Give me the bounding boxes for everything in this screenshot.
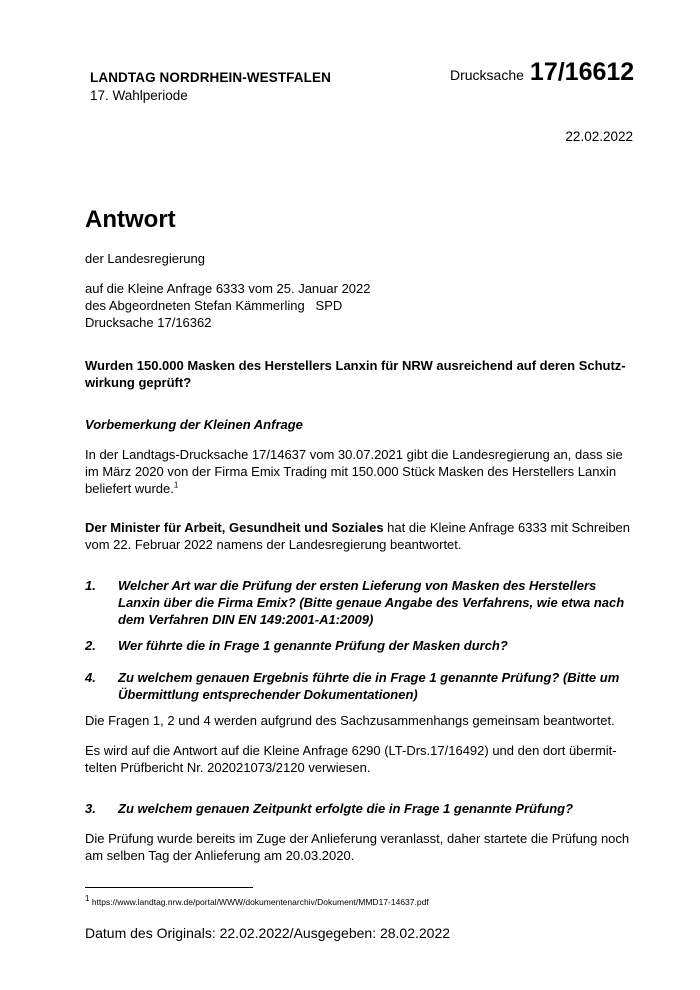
footnote-number: 1 — [85, 894, 90, 904]
preliminary-paragraph: In der Landtags-Drucksache 17/14637 vom 30.07.2021 gibt die Landesregierung an, dass sie im März 2020 von der Firma Emix Trading mit 150.000 Stück Masken des Herstellers Lanxin beliefert wurde. — [85, 447, 623, 496]
intro-line-2: des Abgeordneten Stefan Kämmerling SPD — [85, 298, 343, 313]
minister-name: Der Minister für Arbeit, Gesundheit und Soziales — [85, 520, 384, 535]
intro-line-3: Drucksache 17/16362 — [85, 315, 212, 330]
footnote-link[interactable]: https://www.landtag.nrw.de/portal/WWW/dokumentenarchiv/Dokument/MMD17-14637.pdf — [91, 897, 429, 907]
footnote-divider — [85, 887, 253, 888]
intro-from: der Landesregierung — [85, 251, 205, 266]
question-2 — [85, 637, 633, 654]
drucksache-label: Drucksache — [450, 67, 524, 83]
question-number: 2. — [85, 638, 96, 653]
document-date: 22.02.2022 — [565, 129, 633, 144]
organization-name: LANDTAG NORDRHEIN-WESTFALEN — [90, 70, 331, 85]
drucksache-block — [450, 58, 634, 87]
original-date-line: Datum des Originals: 22.02.2022/Ausgegeben: 28.02.2022 — [85, 925, 451, 941]
preliminary-heading: Vorbemerkung der Kleinen Anfrage — [85, 417, 303, 432]
minister-text: hat die Kleine Anfrage 6333 mit Schreiben vom 22. Februar 2022 namens der Landesregierung beantwortet. — [85, 520, 631, 552]
question-text: Zu welchem genauen Ergebnis führte die in Frage 1 genannte Prüfung? (Bitte um Übermittlung entsprechender Dokumentationen) — [118, 670, 620, 702]
question-1 — [85, 577, 633, 628]
intro-reference — [85, 280, 633, 331]
question-number: 1. — [85, 578, 96, 593]
question-number: 3. — [85, 801, 96, 816]
document-header — [90, 69, 331, 104]
question-number: 4. — [85, 670, 96, 685]
page-title: Antwort — [85, 206, 176, 233]
preliminary-text — [85, 446, 633, 497]
subject-heading: Wurden 150.000 Masken des Herstellers Lanxin für NRW ausreichend auf deren Schutz-wirkung geprüft? — [85, 358, 626, 390]
answer-paragraph-2: Es wird auf die Antwort auf die Kleine Anfrage 6290 (LT-Drs.17/16492) und den dort übermit-telten Prüfbericht Nr. 202021073/2120 verwiesen. — [85, 743, 617, 775]
drucksache-number: 17/16612 — [529, 58, 635, 86]
question-3 — [85, 800, 633, 817]
question-4 — [85, 669, 633, 703]
legislative-period: 17. Wahlperiode — [90, 88, 188, 103]
minister-statement — [85, 519, 633, 553]
question-text: Zu welchem genauen Zeitpunkt erfolgte die in Frage 1 genannte Prüfung? — [118, 801, 574, 816]
intro-line-1: auf die Kleine Anfrage 6333 vom 25. Januar 2022 — [85, 281, 371, 296]
footnote-ref: 1 — [173, 480, 179, 490]
question-text: Wer führte die in Frage 1 genannte Prüfung der Masken durch? — [118, 638, 508, 653]
answer-paragraph-1: Die Fragen 1, 2 und 4 werden aufgrund des Sachzusammenhangs gemeinsam beantwortet. — [85, 713, 615, 728]
answer-paragraph-3: Die Prüfung wurde bereits im Zuge der Anlieferung veranlasst, daher startete die Prüfung noch am selben Tag der Anlieferung am 20.03.2020. — [85, 831, 630, 863]
question-text: Welcher Art war die Prüfung der ersten Lieferung von Masken des Herstellers Lanxin über die Firma Emix? (Bitte genaue Angabe des Verfahrens, wie etwa nach dem Verfahren DIN EN 149:2001-A1:2009) — [118, 578, 625, 627]
footnote — [85, 894, 429, 907]
